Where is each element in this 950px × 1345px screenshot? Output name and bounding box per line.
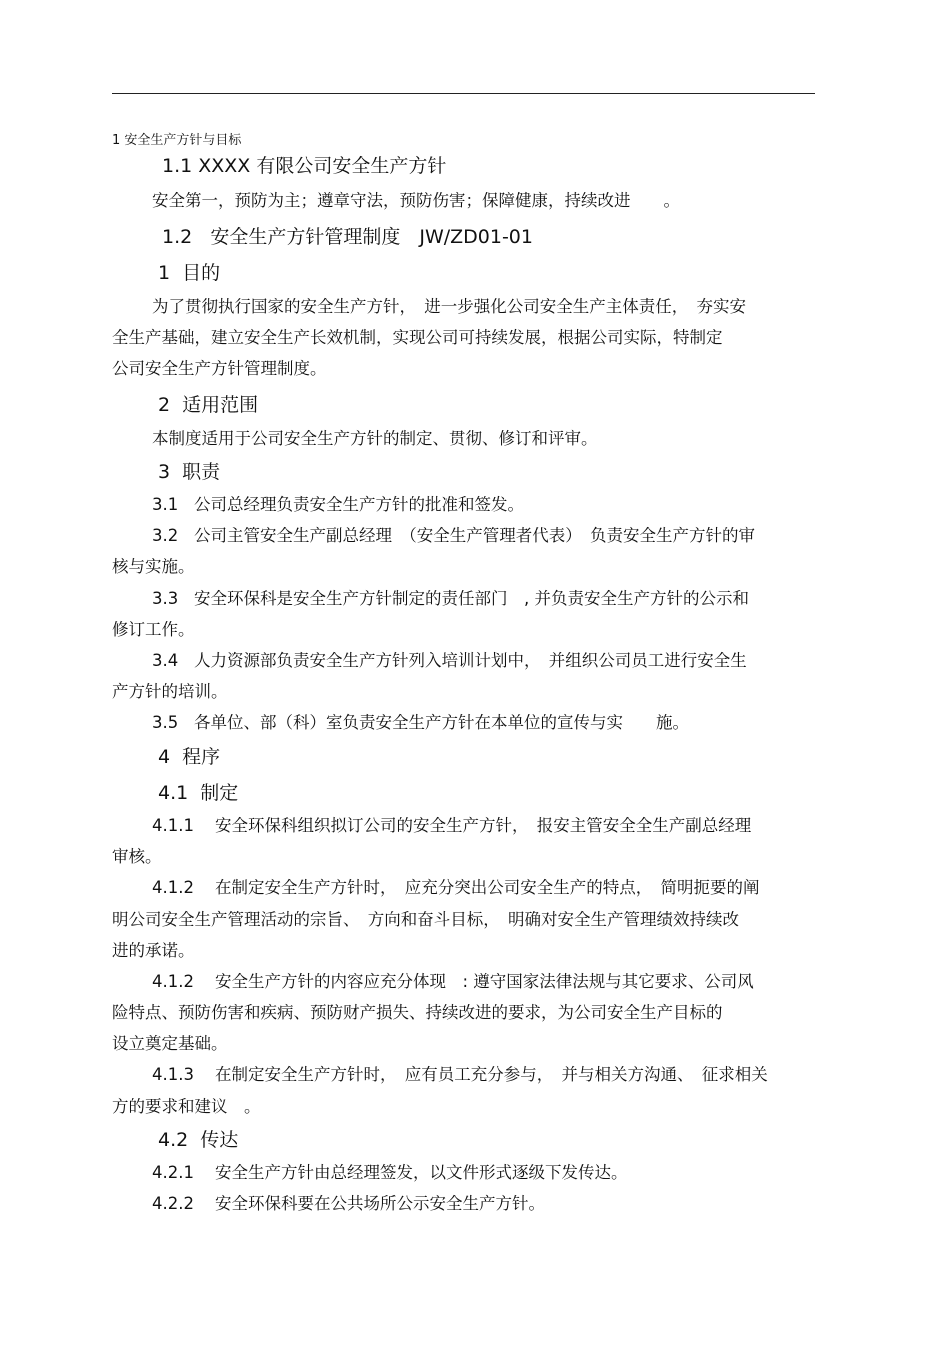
heading-communication: 4.2 传达: [158, 1129, 239, 1151]
paragraph-line: 进的承诺。: [112, 941, 195, 960]
paragraph-line: 本制度适用于公司安全生产方针的制定、贯彻、修订和评审。: [152, 429, 598, 448]
heading-responsibilities: 3 职责: [158, 461, 221, 483]
paragraph-line: 设立奠定基础。: [112, 1034, 228, 1053]
policy-statement: 安全第一，预防为主；遵章守法，预防伤害；保障健康，持续改进 。: [152, 191, 680, 210]
paragraph-line: 公司安全生产方针管理制度。: [112, 359, 327, 378]
paragraph-line: 4.1.1 安全环保科组织拟订公司的安全生产方针， 报安主管安全全生产副总经理: [152, 816, 752, 835]
paragraph-line: 3.5 各单位、部（科）室负责安全生产方针在本单位的宣传与实 施。: [152, 713, 689, 732]
paragraph-line: 3.1 公司总经理负责安全生产方针的批准和签发。: [152, 495, 524, 514]
header-rule: [112, 93, 815, 94]
section-heading-1-2: 1.2 安全生产方针管理制度 JW/ZD01-01: [162, 226, 533, 248]
paragraph-line: 4.2.2 安全环保科要在公共场所公示安全生产方针。: [152, 1194, 545, 1213]
paragraph-line: 核与实施。: [112, 557, 195, 576]
paragraph-line: 3.4 人力资源部负责安全生产方针列入培训计划中， 并组织公司员工进行安全生: [152, 651, 747, 670]
paragraph-line: 险特点、预防伤害和疾病、预防财产损失、持续改进的要求，为公司安全生产目标的: [112, 1003, 723, 1022]
paragraph-line: 产方针的培训。: [112, 682, 228, 701]
paragraph-line: 4.1.2 安全生产方针的内容应充分体现 : 遵守国家法律法规与其它要求、公司风: [152, 972, 754, 991]
heading-procedure: 4 程序: [158, 746, 221, 768]
paragraph-line: 全生产基础，建立安全生产长效机制，实现公司可持续发展，根据公司实际，特制定: [112, 328, 723, 347]
paragraph-line: 修订工作。: [112, 620, 195, 639]
paragraph-line: 方的要求和建议 。: [112, 1097, 261, 1116]
paragraph-line: 4.2.1 安全生产方针由总经理签发，以文件形式逐级下发传达。: [152, 1163, 628, 1182]
paragraph-line: 4.1.3 在制定安全生产方针时， 应有员工充分参与， 并与相关方沟通、 征求相关: [152, 1065, 768, 1084]
section-heading-1-1: 1.1 XXXX 有限公司安全生产方针: [162, 155, 447, 177]
paragraph-line: 3.3 安全环保科是安全生产方针制定的责任部门 , 并负责安全生产方针的公示和: [152, 589, 749, 608]
paragraph-line: 为了贯彻执行国家的安全生产方针， 进一步强化公司安全生产主体责任， 夯实安: [152, 297, 746, 316]
paragraph-line: 审核。: [112, 847, 162, 866]
heading-purpose: 1 目的: [158, 262, 221, 284]
paragraph-line: 明公司安全生产管理活动的宗旨、 方向和奋斗目标， 明确对安全生产管理绩效持续改: [112, 910, 739, 929]
paragraph-line: 3.2 公司主管安全生产副总经理 （安全生产管理者代表） 负责安全生产方针的审: [152, 526, 755, 545]
heading-scope: 2 适用范围: [158, 394, 259, 416]
paragraph-line: 4.1.2 在制定安全生产方针时， 应充分突出公司安全生产的特点， 简明扼要的阐: [152, 878, 760, 897]
running-header: 1 安全生产方针与目标: [112, 133, 242, 148]
heading-formulation: 4.1 制定: [158, 782, 239, 804]
